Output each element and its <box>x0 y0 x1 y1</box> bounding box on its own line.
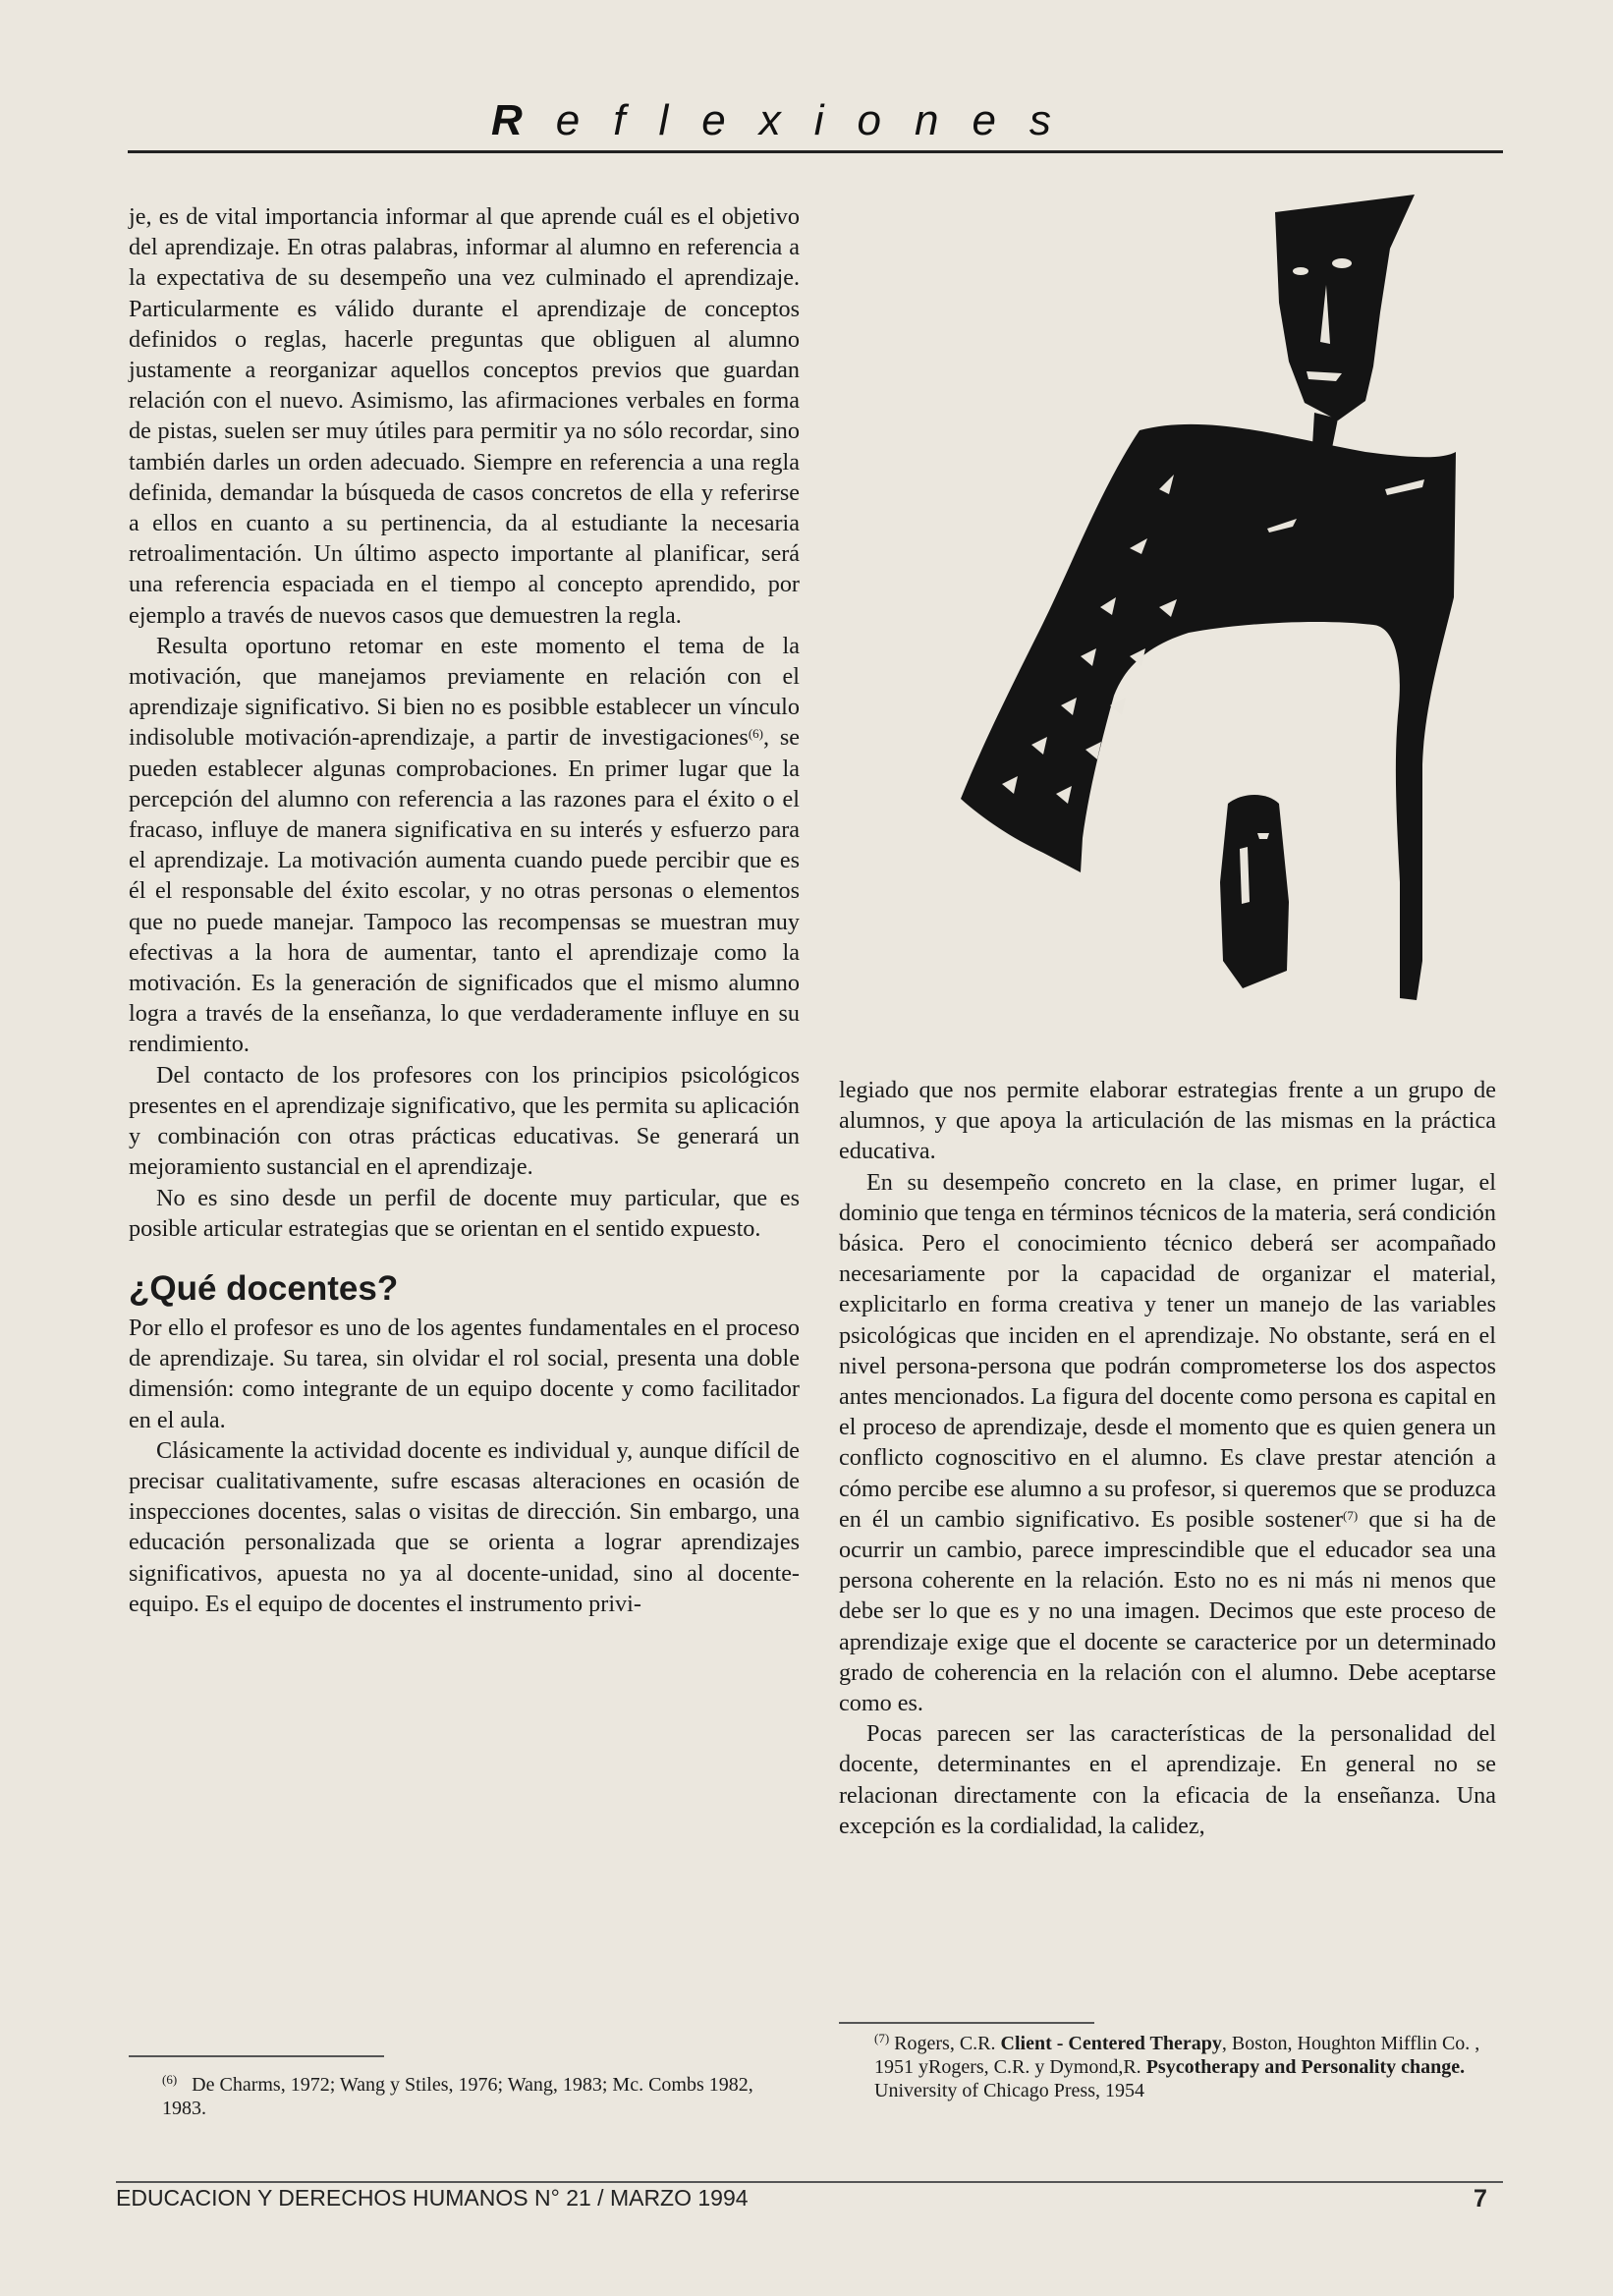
paragraph: je, es de vital importancia informar al que aprende cuál es el objetivo del aprendizaje. En otras palabras, informar al alumno en referencia a la expectativa de su desempeño una vez culminado el aprendizaje. Particularmente es válido durante el aprendizaje de conceptos definidos o reglas, hacerle preguntas que obliguen al alumno justamente a reorganizar aquellos conceptos previos que guardan relación con el nuevo. Asimismo, las afirmaciones verbales en forma de pistas, suelen ser muy útiles para permitir ya no sólo recordar, sino también darles un orden adecuado. Siempre en referencia a una regla definida, demandar la búsqueda de casos concretos de ella y referirse a ellos en cuanto a su pertinencia, da al estudiante la necesaria retroalimentación. Un último aspecto importante al planificar, será una referencia espaciada en el tiempo al concepto aprendido, por ejemplo a través de nuevos casos que demuestren la regla. <box>129 203 800 629</box>
footnote-mark: (7) <box>874 2031 890 2045</box>
section-title-initial: R <box>491 96 556 144</box>
paragraph: Por ello el profesor es uno de los agentes fundamentales en el proceso de aprendizaje. Su tarea, sin olvidar el rol social, presenta una doble dimensión: como integrante de un equipo docente y como facilitador en el aula. <box>129 1314 800 1433</box>
footnote-7: $^{(7)}$ Rogers, C.R. Client - Centered Therapy, Boston, Houghton Mifflin Co. , 1951 yRogers, C.R. y Dymond,R. Psycotherapy and Personality change. University of Chicago Press, 1954 <box>874 2031 1480 2101</box>
publication-footer: EDUCACION Y DERECHOS HUMANOS N° 21 / MARZO 1994 <box>116 2185 749 2211</box>
section-heading: ¿Qué docentes? <box>129 1268 399 1308</box>
section-title-rest: eflexiones <box>555 96 1085 144</box>
paragraph: En su desempeño concreto en la clase, en primer lugar, el dominio que tenga en términos técnicos de la materia, será condición básica. Pero el conocimiento técnico deberá ser acompañado necesariamente por la capacidad de organizar el material, explicitarlo en forma creativa y tener un manejo de las variables psicológicas que inciden en el aprendizaje. No obstante, será en el nivel persona-persona que podrán comprometerse los dos aspectos antes mencionados. La figura del docente como persona es capital en el proceso de aprendizaje, desde el momento que es quien genera un conflicto cognoscitivo en el alumno. Es clave prestar atención a cómo percibe ese alumno a su profesor, si queremos que se produzca en él un cambio significativo. Es posible sostener$^{(7)}$ que si ha de ocurrir un cambio, parece imprescindible que el educador sea una persona coherente en la relación. Esto no es ni más ni menos que debe ser lo que es y no una imagen. Decimos que este proceso de aprendizaje exige que el docente se caracterice por un determinado grado de coherencia en la relación con el alumno. Debe aceptarse como es. <box>839 1168 1496 1717</box>
header-divider <box>128 150 1503 153</box>
paragraph: Del contacto de los profesores con los principios psicológicos presentes en el aprendizaje significativo, que les permita su aplicación y combinación con otras prácticas educativas. Se generará un mejoramiento sustancial en el aprendizaje. <box>129 1061 800 1181</box>
paragraph: Clásicamente la actividad docente es individual y, aunque difícil de precisar cualitativamente, sufre escasas alteraciones en ocasión de inspecciones docentes, salas o visitas de dirección. Sin embargo, una educación personalizada que se orienta a lograr aprendizajes significativos, apuesta no ya al docente-unidad, sino al docente-equipo. Es el equipo de docentes el instrumento privi- <box>129 1436 800 1617</box>
footer-divider <box>116 2181 1503 2183</box>
footnote-6: $^{(6)}$ De Charms, 1972; Wang y Stiles, 1976; Wang, 1983; Mc. Combs 1982, 1983. <box>162 2072 753 2119</box>
paragraph: legiado que nos permite elaborar estrategias frente a un grupo de alumnos, y que apoya la articulación de las mismas en la práctica educativa. <box>839 1077 1496 1165</box>
left-column <box>129 201 800 1619</box>
page-number: 7 <box>1474 2185 1487 2212</box>
footnote-divider <box>129 2055 384 2057</box>
section-title <box>491 96 1179 145</box>
paragraph: Pocas parecen ser las características de la personalidad del docente, determinantes en el aprendizaje. En general no se relacionan directamente con la eficacia de la enseñanza. Una excepción es la cordialidad, la calidez, <box>839 1720 1496 1839</box>
footnote-mark: (6) <box>162 2072 178 2087</box>
right-column <box>839 1075 1496 1841</box>
woodcut-figure-illustration <box>835 195 1523 1039</box>
footnote-ref[interactable]: (6) <box>748 726 764 742</box>
paragraph: Resulta oportuno retomar en este momento el tema de la motivación, que manejamos previamente en relación con el aprendizaje significativo. Si bien no es posibble establecer un vínculo indisoluble motivación-aprendizaje, a partir de investigaciones$^{(6)}$, se pueden establecer algunas comprobaciones. En primer lugar que la percepción del alumno con referencia a las razones para el éxito o el fracaso, influye de manera significativa en su interés y esfuerzo para el aprendizaje. La motivación aumenta cuando puede percibir que es él el responsable del éxito escolar, y no otras personas o elementos que no puede manejar. Tampoco las recompensas se muestran muy efectivas a la hora de aumentar, tanto el aprendizaje como la motivación. Es la generación de significados que el mismo alumno logra a través de la enseñanza, lo que verdaderamente influye en su rendimiento. <box>129 632 800 1058</box>
footnote-divider <box>839 2022 1094 2024</box>
paragraph: No es sino desde un perfil de docente muy particular, que es posible articular estrategias que se orientan en el sentido expuesto. <box>129 1184 800 1242</box>
footnote-ref[interactable]: (7) <box>1343 1507 1359 1523</box>
